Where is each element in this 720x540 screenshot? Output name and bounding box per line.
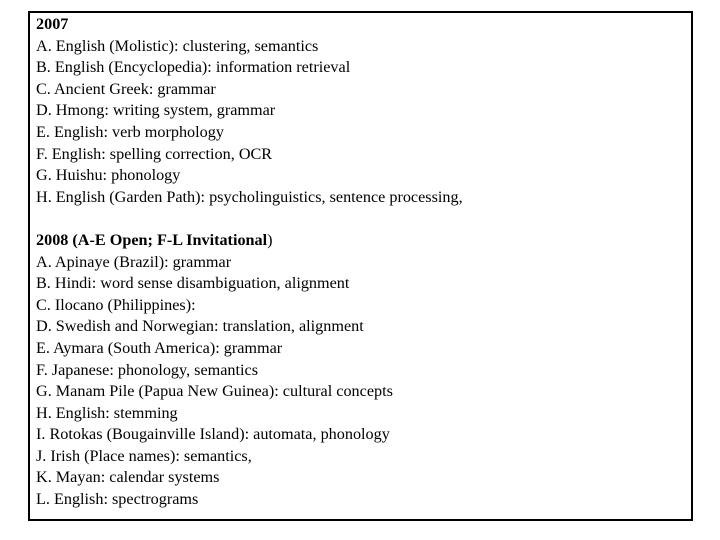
list-item: L. English: spectrograms bbox=[36, 490, 199, 509]
heading-2008-tail: ) bbox=[267, 230, 273, 249]
list-item: E. English: verb morphology bbox=[36, 122, 224, 141]
list-item: F. English: spelling correction, OCR bbox=[36, 144, 273, 163]
list-item: B. Hindi: word sense disambiguation, alignment bbox=[36, 274, 350, 293]
list-item: E. Aymara (South America): grammar bbox=[36, 338, 283, 357]
list-item: F. Japanese: phonology, semantics bbox=[36, 360, 258, 379]
list-item: H. English (Garden Path): psycholinguistics, sentence processing, bbox=[36, 187, 463, 206]
list-item: D. Hmong: writing system, grammar bbox=[36, 101, 276, 120]
heading-2008 bbox=[36, 230, 691, 252]
section-divider-space bbox=[36, 208, 691, 230]
heading-2007: 2007 bbox=[36, 15, 69, 33]
heading-2008-bold: 2008 (A-E Open; F-L Invitational bbox=[36, 230, 268, 249]
list-item: B. English (Encyclopedia): information retrieval bbox=[36, 58, 351, 77]
list-item: G. Huishu: phonology bbox=[36, 166, 181, 185]
list-item: G. Manam Pile (Papua New Guinea): cultural concepts bbox=[36, 382, 393, 401]
list-item: J. Irish (Place names): semantics, bbox=[36, 446, 252, 465]
list-item: C. Ilocano (Philippines): bbox=[36, 295, 196, 314]
list-item: I. Rotokas (Bougainville Island): automata, phonology bbox=[36, 425, 390, 444]
list-item: K. Mayan: calendar systems bbox=[36, 468, 220, 487]
list-item: A. Apinaye (Brazil): grammar bbox=[36, 252, 232, 271]
list-item: D. Swedish and Norwegian: translation, alignment bbox=[36, 317, 364, 336]
list-item: C. Ancient Greek: grammar bbox=[36, 79, 216, 98]
list-item: H. English: stemming bbox=[36, 403, 178, 422]
list-item: A. English (Molistic): clustering, semantics bbox=[36, 36, 319, 55]
problem-list-box bbox=[28, 11, 693, 521]
